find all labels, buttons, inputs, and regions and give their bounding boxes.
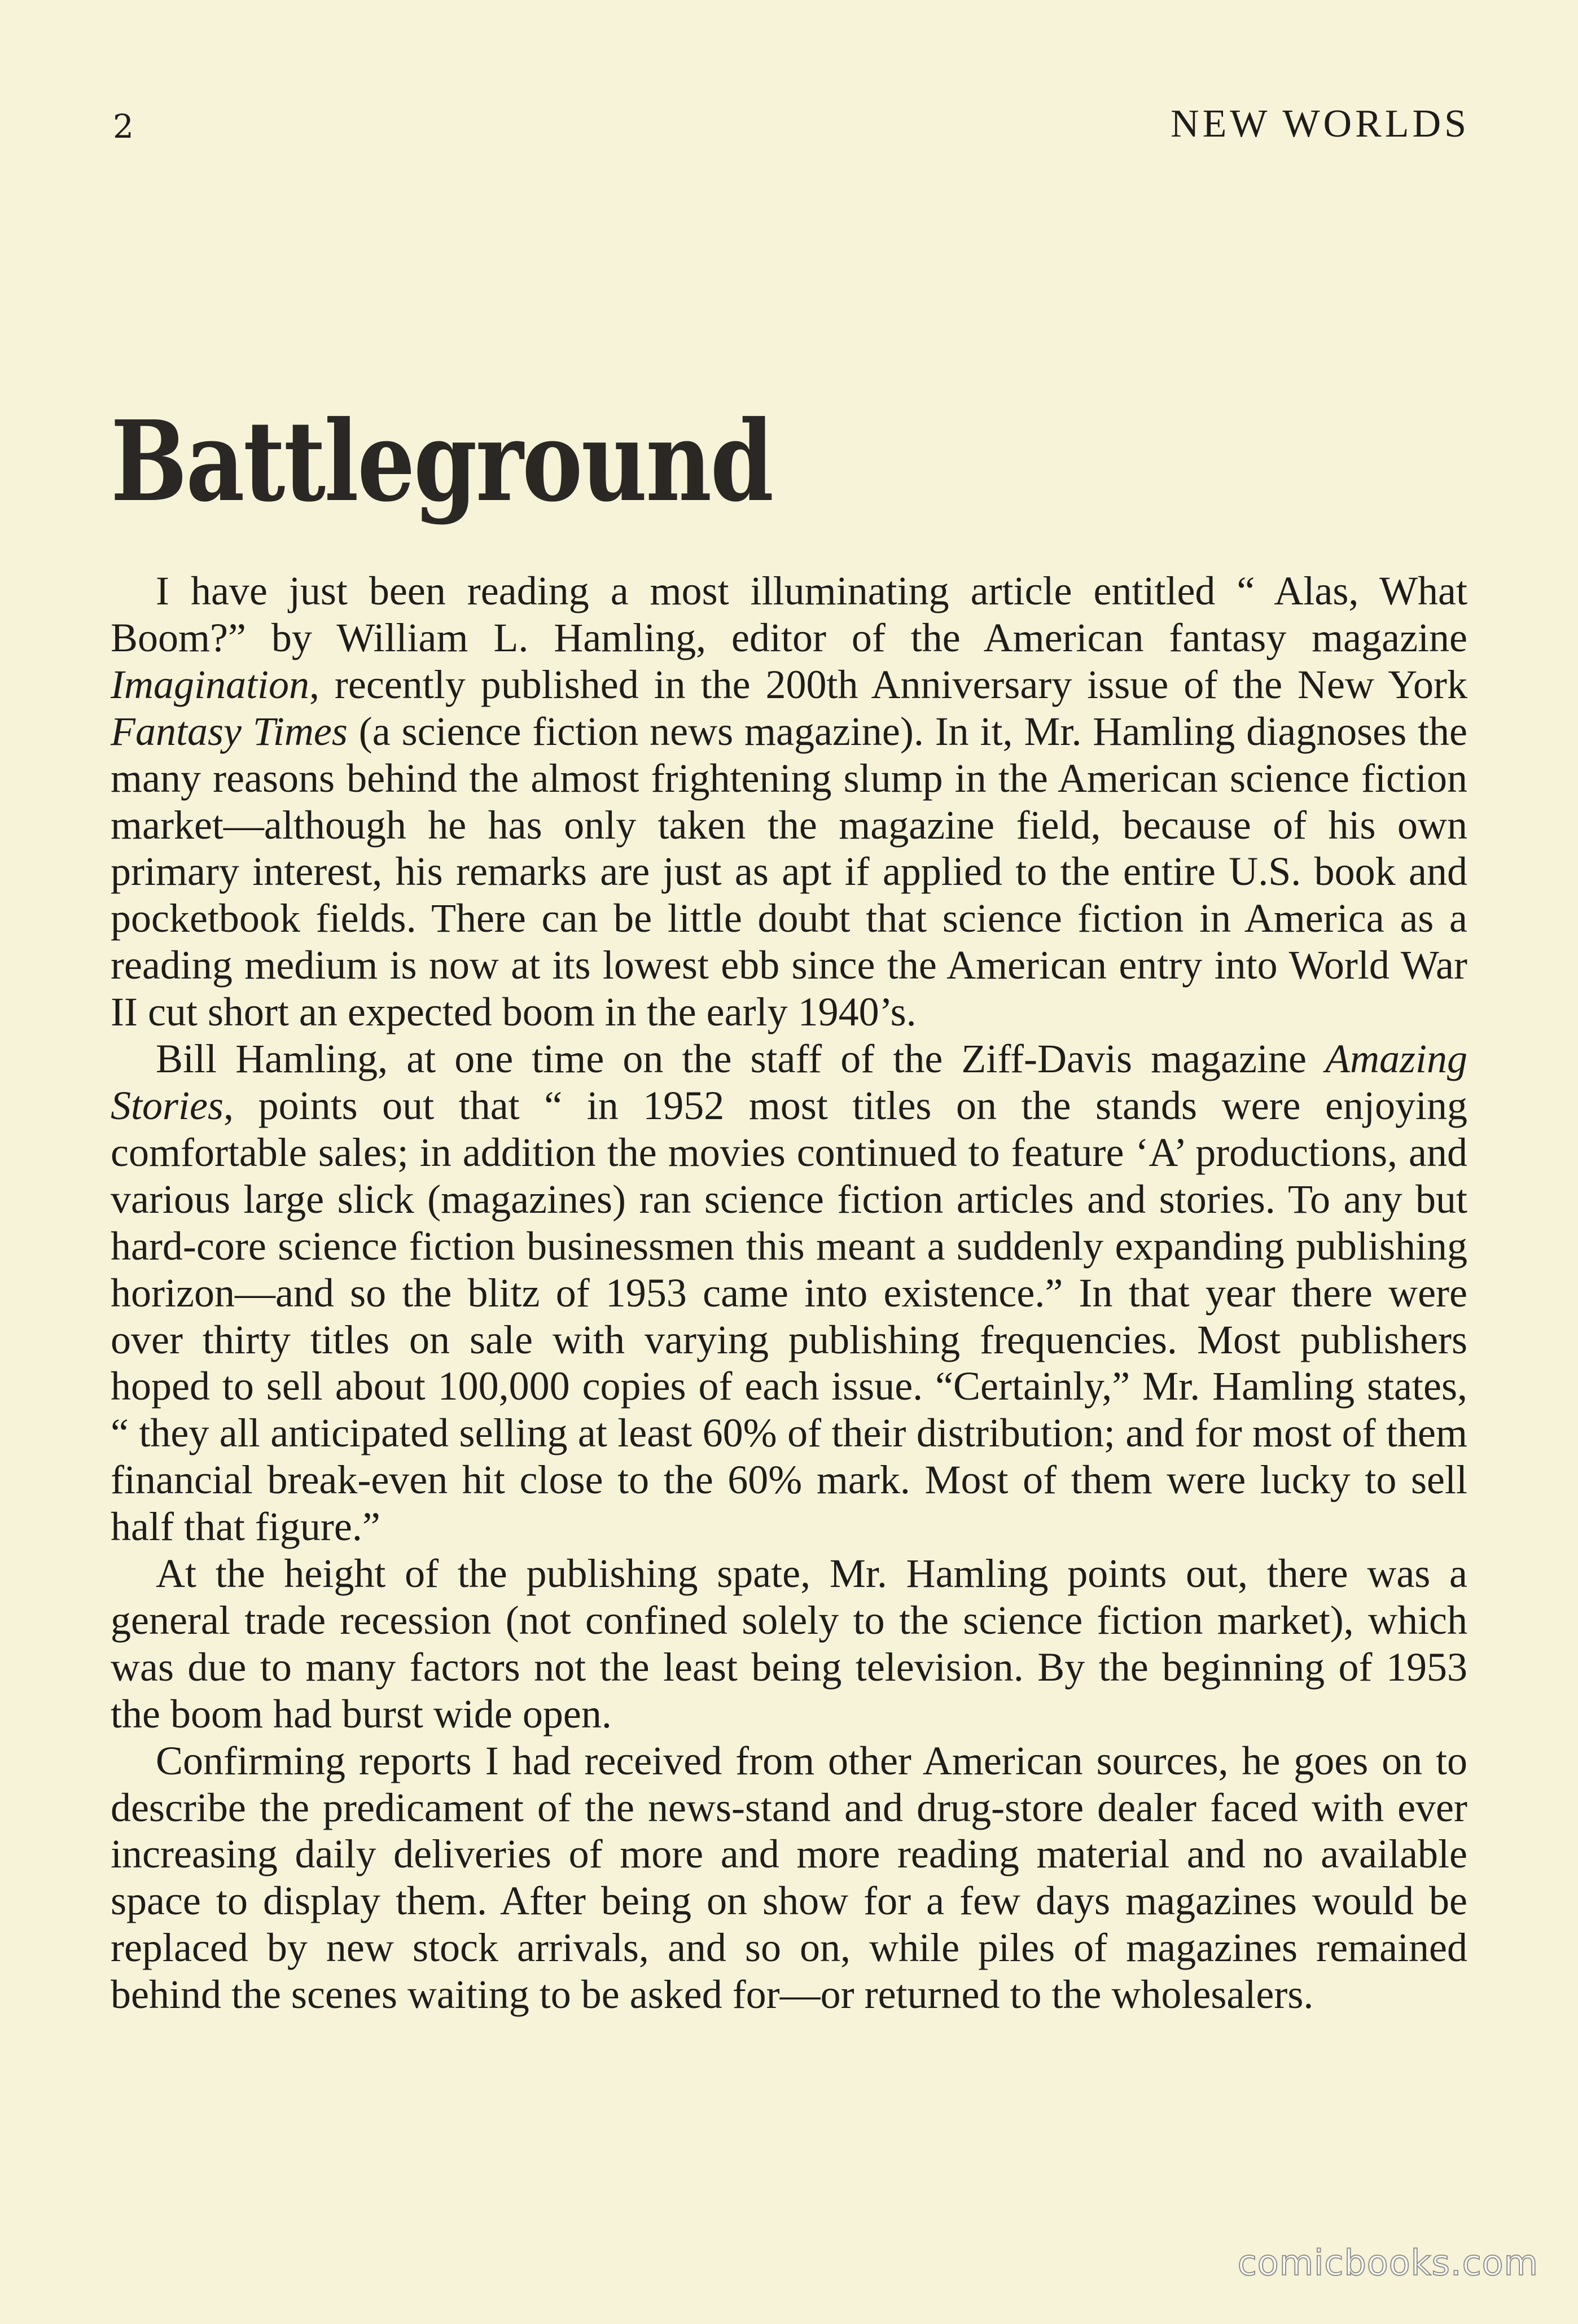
article-paragraph xyxy=(111,1550,1467,1738)
article-paragraph xyxy=(111,568,1467,1036)
article-body xyxy=(111,568,1467,2018)
article-title: Battleground xyxy=(111,397,773,527)
running-head: NEW WORLDS xyxy=(1171,102,1470,146)
text-run: At the height of the publishing spate, Mr. Hamling points out, there was a general trade recession (not confined solely to the science fiction market), which was due to many factors not the least being television. By the beginning of 1953 the boom had burst wide open. xyxy=(111,1551,1467,1737)
text-run: Bill Hamling, at one time on the staff of the Ziff-Davis magazine xyxy=(156,1036,1325,1082)
text-run: (a science fiction news magazine). In it, Mr. Hamling diagnoses the many reasons behind the almost frightening slump in the American science fiction market—although he has only taken the magazine field, because of his own primary interest, his remarks are just as apt if applied to the entire U.S. book and pocketbook fields. There can be little doubt that science fiction in America as a reading medium is now at its lowest ebb since the American entry into World War II cut short an expected boom in the early 1940’s. xyxy=(111,708,1467,1035)
article-paragraph xyxy=(111,1036,1467,1550)
text-run: Confirming reports I had received from other American sources, he goes on to describe the predicament of the news-stand and drug-store dealer faced with ever increasing daily deliveries of more and more reading material and no available space to display them. After being on show for a few days magazines would be replaced by new stock arrivals, and so on, while piles of magazines remained behind the scenes waiting to be asked for—or returned to the wholesalers. xyxy=(111,1738,1467,2018)
text-run: I have just been reading a most illuminating article entitled “ Alas, What Boom?” by William L. Hamling, editor of the American fantasy magazine xyxy=(111,568,1467,660)
italic-title: Imagination xyxy=(111,661,309,707)
watermark: comicbooks.com xyxy=(1237,2242,1538,2283)
italic-title: Fantasy Times xyxy=(111,708,348,754)
italic-title: Amazing Stories xyxy=(111,1036,1467,1128)
article-paragraph xyxy=(111,1738,1467,2018)
text-run: , recently published in the 200th Anniversary issue of the New York xyxy=(309,661,1467,707)
page-number: 2 xyxy=(113,107,135,146)
text-run: , points out that “ in 1952 most titles on the stands were enjoying comfortable sales; in addition the movies continued to feature ‘A’ productions, and various large slick (magazines) ran science fiction articles and stories. To any but hard-core science fiction businessmen this meant a suddenly expanding publishing horizon—and so the blitz of 1953 came into existence.” In that year there were over thirty titles on sale with varying publishing frequencies. Most publishers hoped to sell about 100,000 copies of each issue. “Certainly,” Mr. Hamling states, “ they all anticipated selling at least 60% of their distribution; and for most of them financial break-even hit close to the 60% mark. Most of them were lucky to sell half that figure.” xyxy=(111,1082,1467,1550)
